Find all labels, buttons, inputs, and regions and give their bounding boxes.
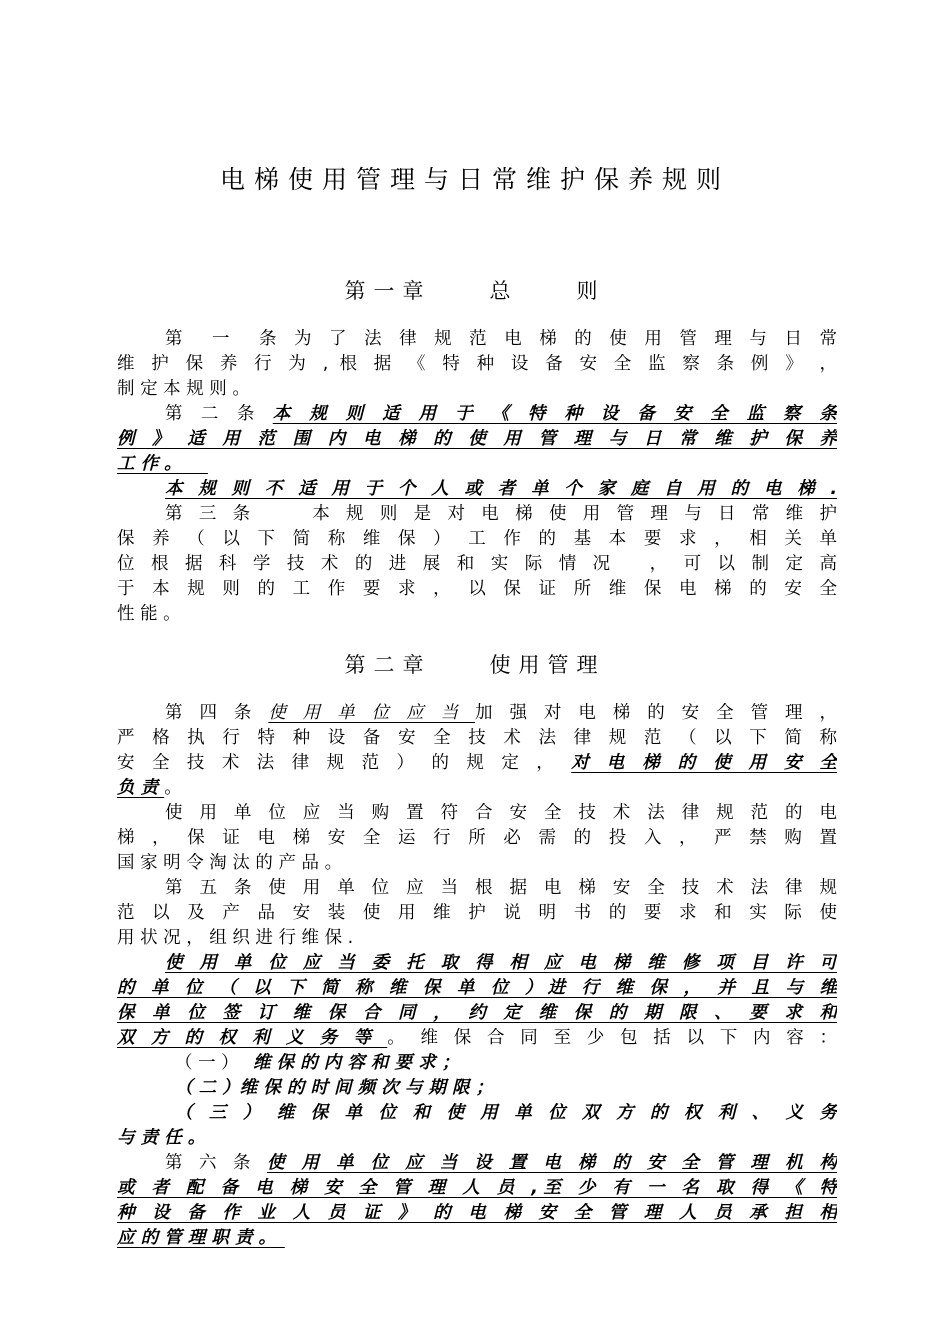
text-segment: 本 规 则 是 对 电 梯 使 用 管 理 与 日 常 维 护 bbox=[266, 504, 837, 524]
text-segment: 第 二 条 bbox=[165, 404, 273, 424]
text-segment: 保 养 （ 以 下 简 称 维 保 ） 工 作 的 基 本 要 求 ， 相 关 单 bbox=[117, 529, 837, 549]
text-line bbox=[117, 751, 837, 776]
text-segment: 第 四 条 bbox=[165, 703, 269, 723]
text-segment: 应 的 管 理 职 责 。 bbox=[117, 1228, 285, 1248]
text-segment: 范 以 及 产 品 安 装 使 用 维 护 说 明 书 的 要 求 和 实 际 使 bbox=[117, 903, 837, 923]
text-line bbox=[165, 327, 837, 352]
text-segment: 性 能 。 bbox=[117, 604, 181, 624]
text-segment: 负 责 bbox=[117, 778, 165, 798]
text-line bbox=[117, 1001, 837, 1026]
text-segment: 工 作 。 bbox=[117, 454, 208, 474]
text-line bbox=[165, 801, 837, 826]
text-segment: 使 用 单 位 应 当 委 托 取 得 相 应 电 梯 维 修 项 目 许 可 bbox=[165, 953, 837, 973]
text-segment: 维 护 保 养 行 为 , 根 据 《 特 种 设 备 安 全 监 察 条 例 》 ， bbox=[117, 354, 837, 374]
text-segment: 使 用 单 位 应 当 设 置 电 梯 的 安 全 管 理 机 构 bbox=[267, 1153, 837, 1173]
text-line bbox=[117, 427, 837, 452]
text-line bbox=[117, 352, 837, 377]
text-line bbox=[117, 976, 837, 1001]
text-segment: 。 bbox=[164, 778, 182, 798]
text-segment: 国 家 明 令 淘 汰 的 产 品 。 bbox=[117, 853, 343, 873]
text-line bbox=[117, 1126, 837, 1151]
text-line bbox=[175, 1051, 837, 1076]
text-segment: 于 本 规 则 的 工 作 要 求 ， 以 保 证 所 维 保 电 梯 的 安 全 bbox=[117, 579, 837, 599]
text-segment: 第 一 条 bbox=[165, 329, 283, 349]
text-segment: 位 根 据 科 学 技 术 的 进 展 和 实 际 情 况 ， 可 以 制 定 高 bbox=[117, 554, 837, 574]
text-segment: 例 》 适 用 范 围 内 电 梯 的 使 用 管 理 与 日 常 维 护 保 养 bbox=[117, 429, 837, 449]
text-segment: 使 用 单 位 应 当 根 据 电 梯 安 全 技 术 法 律 规 bbox=[268, 878, 837, 898]
text-segment: 种 设 备 作 业 人 员 证 》 的 电 梯 安 全 管 理 人 员 承 担 相 bbox=[117, 1203, 837, 1223]
text-line bbox=[117, 1176, 837, 1201]
text-segment: 用 状 况 ， 组 织 进 行 维 保 . bbox=[117, 928, 354, 948]
text-segment: 第 三 条 bbox=[165, 504, 256, 524]
text-line bbox=[117, 577, 837, 602]
text-segment: 严 格 执 行 特 种 设 备 安 全 技 术 法 律 规 范 （ 以 下 简 称 bbox=[117, 728, 837, 748]
text-segment: 与 责 任 。 bbox=[117, 1128, 206, 1148]
text-segment: （ 三 ） 维 保 单 位 和 使 用 单 位 双 方 的 权 利 、 义 务 bbox=[175, 1103, 837, 1123]
text-segment: 的 单 位 （ 以 下 简 称 维 保 单 位 ）进 行 维 保 ， 并 且 与 维 bbox=[117, 978, 837, 998]
text-segment: 维 保 的 内 容 和 要 求 ； bbox=[252, 1053, 460, 1073]
text-line bbox=[117, 776, 837, 801]
text-line bbox=[117, 452, 837, 477]
text-segment: 双 方 的 权 利 义 务 等 bbox=[117, 1028, 388, 1048]
text-line bbox=[117, 726, 837, 751]
text-segment: 本 规 则 适 用 于 《 特 种 设 备 安 全 监 察 条 bbox=[272, 404, 837, 424]
text-line bbox=[165, 1151, 837, 1176]
text-line bbox=[117, 377, 837, 402]
text-line bbox=[117, 901, 837, 926]
text-segment: 。 维 保 合 同 至 少 包 括 以 下 内 容 ： bbox=[387, 1028, 837, 1048]
text-segment: 梯 ， 保 证 电 梯 安 全 运 行 所 必 需 的 投 入 ， 严 禁 购 置 bbox=[117, 828, 837, 848]
text-line bbox=[117, 602, 837, 627]
text-segment: 对 电 梯 的 使 用 安 全 bbox=[571, 753, 837, 773]
text-segment: 加 强 对 电 梯 的 安 全 管 理 ， bbox=[475, 703, 837, 723]
text-segment: 或 者 配 备 电 梯 安 全 管 理 人 员 ,至 少 有 一 名 取 得 《 特 bbox=[117, 1178, 837, 1198]
text-line bbox=[165, 477, 837, 502]
chapter-1-heading: 第一章 总 则 bbox=[344, 279, 606, 303]
text-line bbox=[117, 1201, 837, 1226]
text-line bbox=[117, 1026, 837, 1051]
text-line bbox=[165, 502, 837, 527]
text-line bbox=[117, 552, 837, 577]
text-segment: 使 用 单 位 应 当 购 置 符 合 安 全 技 术 法 律 规 范 的 电 bbox=[165, 803, 837, 823]
text-segment: 本 规 则 不 适 用 于 个 人 或 者 单 个 家 庭 自 用 的 电 梯 . bbox=[165, 479, 837, 499]
text-segment: 第 六 条 bbox=[165, 1153, 268, 1173]
text-segment: 保 单 位 签 订 维 保 合 同 ， 约 定 维 保 的 期 限 、 要 求 和 bbox=[117, 1003, 837, 1023]
text-line bbox=[117, 1226, 837, 1251]
text-line bbox=[175, 1101, 837, 1126]
text-line bbox=[117, 851, 837, 876]
text-segment: （ 一 ） bbox=[175, 1053, 248, 1073]
text-segment: 安 全 技 术 法 律 规 范 ） 的 规 定 ， bbox=[117, 753, 572, 773]
text-line bbox=[165, 402, 837, 427]
text-segment: 使 用 单 位 应 当 bbox=[268, 703, 476, 723]
text-line bbox=[117, 826, 837, 851]
text-line bbox=[165, 701, 837, 726]
text-segment: 制 定 本 规 则 。 bbox=[117, 379, 250, 399]
text-line bbox=[165, 951, 837, 976]
text-segment: 第 五 条 bbox=[165, 878, 269, 898]
text-line bbox=[117, 926, 837, 951]
text-line bbox=[165, 876, 837, 901]
text-segment: 为 了 法 律 规 范 电 梯 的 使 用 管 理 与 日 常 bbox=[294, 329, 837, 349]
chapter-2-heading: 第二章 使用管理 bbox=[344, 653, 606, 677]
text-line bbox=[117, 527, 837, 552]
text-line bbox=[175, 1076, 837, 1101]
text-segment: （ 二 ）维 保 的 时 间 频 次 与 期 限 ； bbox=[175, 1078, 494, 1098]
document-title: 电梯使用管理与日常维护保养规则 bbox=[219, 165, 730, 194]
